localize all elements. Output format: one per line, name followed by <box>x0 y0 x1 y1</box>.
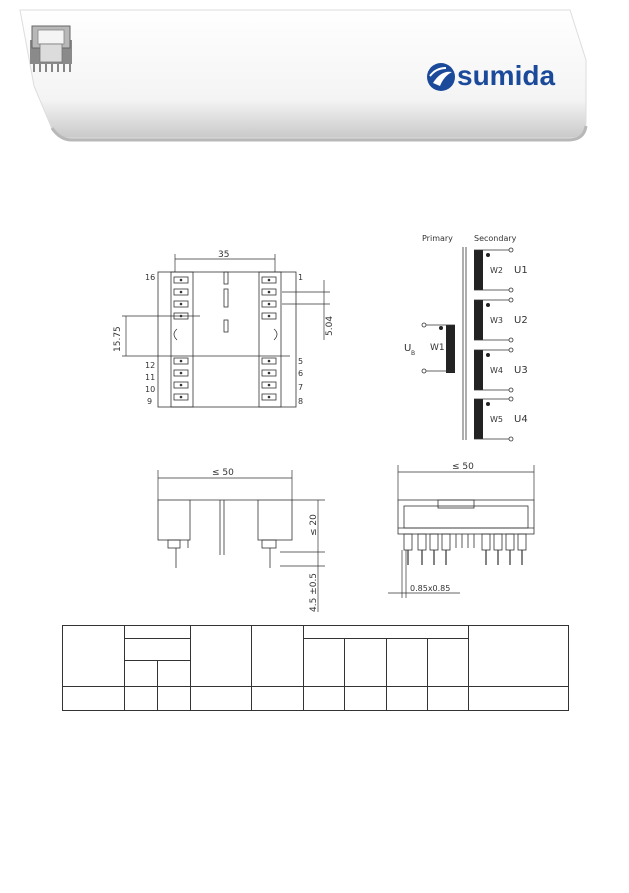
primary-winding-label: W1 <box>430 343 445 353</box>
pin-label-1: 1 <box>298 273 304 282</box>
front-view-drawing <box>388 462 534 598</box>
winding-w3-label: W3 <box>490 316 503 325</box>
dim-width-top: 35 <box>218 250 230 260</box>
table-cell <box>469 686 569 710</box>
table-cell <box>387 686 428 710</box>
output-u1-label: U1 <box>514 265 528 276</box>
table-cell <box>387 639 428 687</box>
pin-label-16: 16 <box>145 273 156 282</box>
pin-label-8: 8 <box>298 397 304 406</box>
pin-label-11: 11 <box>145 373 156 382</box>
side-dim-pin: 4.5 ±0.5 <box>309 572 319 612</box>
pin-label-7: 7 <box>298 383 304 392</box>
table-cell <box>125 639 191 661</box>
winding-w5-label: W5 <box>490 415 503 424</box>
input-voltage-label: U <box>404 343 412 354</box>
table-cell <box>304 686 345 710</box>
winding-w4-label: W4 <box>490 366 503 375</box>
brand-logo-text: sumida <box>457 60 556 91</box>
table-cell <box>304 626 469 639</box>
side-view-drawing <box>158 468 325 612</box>
pin-label-9: 9 <box>147 397 153 406</box>
side-dim-height: ≤ 20 <box>309 514 319 536</box>
table-cell <box>345 639 387 687</box>
spec-table <box>62 625 569 711</box>
table-cell <box>125 686 158 710</box>
table-cell <box>252 686 304 710</box>
secondary-label: Secondary <box>474 234 517 243</box>
front-dim-pin: 0.85x0.85 <box>410 584 451 593</box>
primary-label: Primary <box>422 234 453 243</box>
pin-label-5: 5 <box>298 357 304 366</box>
table-cell <box>428 686 469 710</box>
table-cell <box>191 626 252 687</box>
table-cell <box>428 639 469 687</box>
pin-label-6: 6 <box>298 369 304 378</box>
output-u2-label: U2 <box>514 315 528 326</box>
side-dim-width: ≤ 50 <box>212 468 234 478</box>
pin-label-10: 10 <box>145 385 156 394</box>
input-voltage-subscript: B <box>411 350 416 357</box>
table-cell <box>158 661 191 686</box>
table-cell <box>63 686 125 710</box>
table-cell <box>191 686 252 710</box>
winding-schematic <box>404 234 528 441</box>
table-cell <box>158 686 191 710</box>
table-cell <box>63 626 125 687</box>
table-cell <box>304 639 345 687</box>
table-cell <box>469 626 569 687</box>
output-u4-label: U4 <box>514 414 528 425</box>
output-u3-label: U3 <box>514 365 528 376</box>
table-cell <box>252 626 304 687</box>
front-dim-width: ≤ 50 <box>452 462 474 472</box>
table-cell <box>345 686 387 710</box>
dim-spacing-1575: 15.75 <box>113 326 123 352</box>
top-view-drawing <box>113 250 335 407</box>
table-cell <box>125 626 191 639</box>
table-cell <box>125 661 158 686</box>
winding-w2-label: W2 <box>490 266 503 275</box>
dim-spacing-504: 5.04 <box>325 315 335 336</box>
pin-label-12: 12 <box>145 361 156 370</box>
